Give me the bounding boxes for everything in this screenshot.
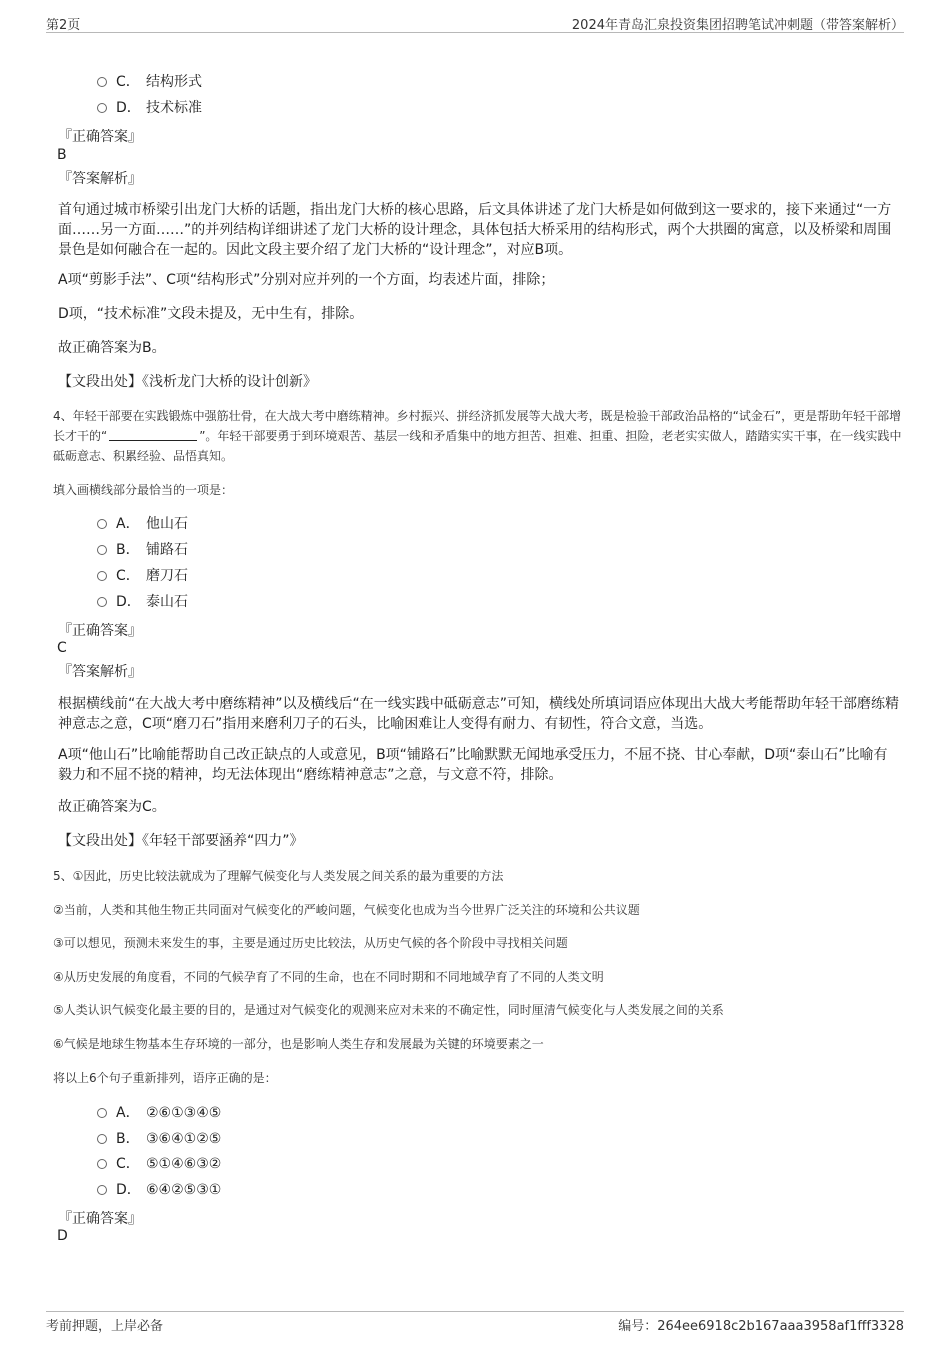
q5-sentence-2: ②当前，人类和其他生物正共同面对气候变化的严峻问题，气候变化也成为当今世界广泛关注的环境和公共议题 bbox=[53, 903, 640, 917]
q4-analysis-label: 『答案解析』 bbox=[58, 664, 142, 680]
q5-sentence-5: ⑤人类认识气候变化最主要的目的，是通过对气候变化的观测来应对未来的不确定性，同时厘清气候变化与人类发展之间的关系 bbox=[53, 1003, 724, 1017]
radio-icon[interactable] bbox=[97, 77, 107, 87]
q3-source: 【文段出处】《浅析龙门大桥的设计创新》 bbox=[58, 374, 317, 390]
q4-option-d[interactable]: D． 泰山石 bbox=[97, 592, 188, 612]
q3-analysis-paragraph-3: D项，“技术标准”文段未提及，无中生有，排除。 bbox=[58, 306, 364, 322]
radio-icon[interactable] bbox=[97, 597, 107, 607]
fill-blank bbox=[109, 428, 197, 441]
q5-sentence-6: ⑥气候是地球生物基本生存环境的一部分，也是影响人类生存和发展最为关键的环境要素之一 bbox=[53, 1037, 544, 1051]
q3-analysis-paragraph-2: A项“剪影手法”、C项“结构形式”分别对应并列的一个方面，均表述片面，排除； bbox=[58, 272, 555, 288]
radio-icon[interactable] bbox=[97, 1185, 107, 1195]
q3-option-c[interactable]: C． 结构形式 bbox=[97, 72, 202, 92]
radio-icon[interactable] bbox=[97, 1108, 107, 1118]
q5-option-d[interactable]: D． ⑥④②⑤③① bbox=[97, 1180, 221, 1200]
page-header bbox=[46, 12, 904, 33]
q5-sentence-4: ④从历史发展的角度看，不同的气候孕育了不同的生命，也在不同时期和不同地域孕育了不同的人类文明 bbox=[53, 970, 604, 984]
q4-analysis-paragraph-2: A项“他山石”比喻能帮助自己改正缺点的人或意见，B项“铺路石”比喻默默无闻地承受压力，不屈不挠、甘心奉献，D项“泰山石”比喻有毅力和不屈不挠的精神，均无法体现出“磨练精神意志”之意，与文意不符，排除。 bbox=[58, 747, 888, 783]
q4-answer: C bbox=[57, 640, 67, 656]
q5-option-a[interactable]: A． ②⑥①③④⑤ bbox=[97, 1103, 221, 1123]
document-title: 2024年青岛汇泉投资集团招聘笔试冲刺题（带答案解析） bbox=[571, 18, 904, 33]
q5-answer: D bbox=[57, 1228, 68, 1244]
q4-prompt: 填入画横线部分最恰当的一项是： bbox=[53, 483, 234, 497]
q4-option-c[interactable]: C． 磨刀石 bbox=[97, 566, 188, 586]
document-code: 编号：264ee6918c2b167aaa3958af1fff3328 bbox=[618, 1319, 904, 1334]
q4-option-a[interactable]: A． 他山石 bbox=[97, 514, 188, 534]
q3-option-d[interactable]: D． 技术标准 bbox=[97, 98, 202, 118]
q3-answer: B bbox=[57, 147, 67, 163]
q5-answer-label: 『正确答案』 bbox=[58, 1211, 142, 1227]
page-number: 第2页 bbox=[46, 18, 81, 33]
q4-option-b[interactable]: B． 铺路石 bbox=[97, 540, 188, 560]
q5-sentence-3: ③可以想见，预测未来发生的事，主要是通过历史比较法，从历史气候的各个阶段中寻找相关问题 bbox=[53, 936, 568, 950]
page-footer bbox=[46, 1311, 904, 1336]
q3-analysis-paragraph-1: 首句通过城市桥梁引出龙门大桥的话题，指出龙门大桥的核心思路，后文具体讲述了龙门大桥是如何做到这一要求的，接下来通过“一方面……另一方面……”的并列结构详细讲述了龙门大桥的设计理念，具体包括大桥采用的结构形式，两个大拱圈的寓意，以及桥梁和周围景色是如何融合在一起的。因此文段主要介绍了龙门大桥的“设计理念”，对应B项。 bbox=[58, 202, 892, 258]
radio-icon[interactable] bbox=[97, 571, 107, 581]
q5-sentence-1: 5、①因此，历史比较法就成为了理解气候变化与人类发展之间关系的最为重要的方法 bbox=[53, 869, 504, 883]
q3-analysis-label: 『答案解析』 bbox=[58, 171, 142, 187]
q5-option-b[interactable]: B． ③⑥④①②⑤ bbox=[97, 1129, 221, 1149]
radio-icon[interactable] bbox=[97, 1159, 107, 1169]
footer-slogan: 考前押题，上岸必备 bbox=[46, 1319, 164, 1334]
q4-source: 【文段出处】《年轻干部要涵养“四力”》 bbox=[58, 833, 304, 849]
q4-answer-label: 『正确答案』 bbox=[58, 623, 142, 639]
q4-analysis-paragraph-1: 根据横线前“在大战大考中磨练精神”以及横线后“在一线实践中砥砺意志”可知，横线处所填词语应体现出大战大考能帮助年轻干部磨练精神意志之意，C项“磨刀石”指用来磨利刀子的石头，比喻困难让人变得有耐力、有韧性，符合文意，当选。 bbox=[58, 696, 900, 732]
q5-prompt: 将以上6个句子重新排列，语序正确的是： bbox=[53, 1071, 277, 1085]
q4-stem: 4、年轻干部要在实践锻炼中强筋壮骨，在大战大考中磨练精神。乡村振兴、拼经济抓发展等大战大考，既是检验干部政治品格的“试金石”，更是帮助年轻干部增长才干的“ ”。年轻干部要勇于到环境艰苦、基层一线和矛盾集中的地方担苦、担难、担重、担险，老老实实做人，踏踏实实干事，在一线实践中砥砺意志、积累经验、品悟真知。 bbox=[53, 409, 902, 463]
q5-option-c[interactable]: C． ⑤①④⑥③② bbox=[97, 1154, 221, 1174]
q4-analysis-paragraph-3: 故正确答案为C。 bbox=[58, 799, 166, 815]
radio-icon[interactable] bbox=[97, 103, 107, 113]
radio-icon[interactable] bbox=[97, 1134, 107, 1144]
radio-icon[interactable] bbox=[97, 545, 107, 555]
q3-analysis-paragraph-4: 故正确答案为B。 bbox=[58, 340, 166, 356]
q3-answer-label: 『正确答案』 bbox=[58, 129, 142, 145]
radio-icon[interactable] bbox=[97, 519, 107, 529]
